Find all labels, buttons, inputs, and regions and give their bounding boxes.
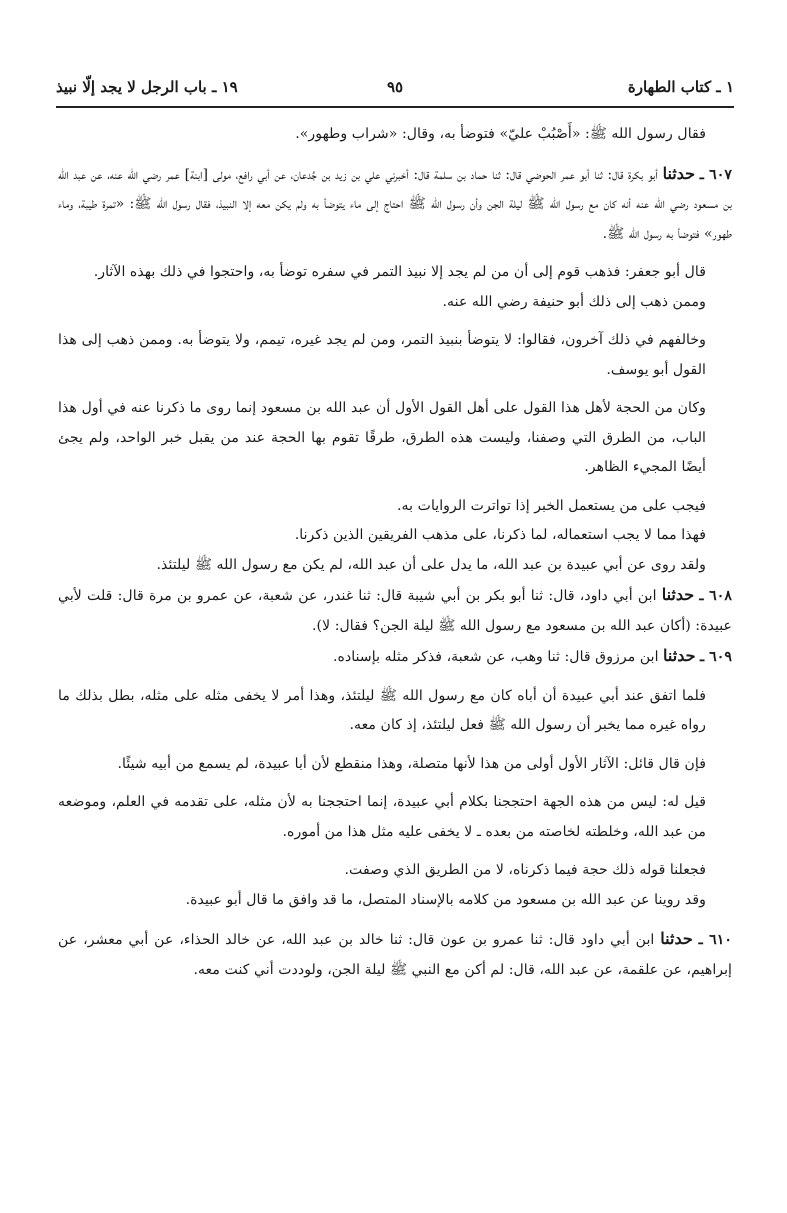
paragraph-text: وقد روينا عن عبد الله بن مسعود من كلامه بالإسناد المتصل، ما قد وافق ما قال أبو عبيدة. [185,891,706,908]
paragraph-number: ٦٠٩ ـ [700,649,732,665]
paragraph-text: وكان من الحجة لأهل هذا القول على أهل القول الأول أن عبد الله بن مسعود إنما روى ما ذكرنا عنه في أول هذا الباب، من الطرق التي وصفنا، وليست هذه الطرق، طرقًا تقوم بها الحجة عند من يقبل خبر الواحد، ولم يجئ أيضًا المجيء الظاهر. [58,400,706,475]
paragraph-text: فلما اتفق عند أبي عبيدة أن أباه كان مع رسول الله ﷺ ليلتئذ، وهذا أمر لا يخفى مثله على مثله، بطل بذلك ما رواه غيره مما يخبر أن رسول الله ﷺ فعل ليلتئذ، إذ كان معه. [58,687,706,733]
paragraph [58,788,732,847]
paragraph-text: قيل له: ليس من هذه الجهة احتججنا بكلام أبي عبيدة، إنما احتججنا به لأن مثله، على تقدمه في العلم، وموضعه من عبد الله، وخلطته لخاصته من بعده ـ لا يخفى عليه مثل هذا من أموره. [58,794,706,840]
paragraph-text: فيجب على من يستعمل الخبر إذا تواترت الروايات به. [397,497,706,514]
hadith-marker: حدثنا [661,585,695,604]
paragraph [58,886,732,916]
paragraph-text: ابن مرزوق قال: ثنا وهب، عن شعبة، فذكر مثله بإسناده. [333,649,659,665]
paragraph [58,551,732,581]
paragraph-text: ولقد روى عن أبي عبيدة بن عبد الله، ما يدل على أن عبد الله، لم يكن مع رسول الله ﷺ ليلتئذ. [156,556,706,573]
paragraph [58,326,732,385]
paragraph-text: ابن أبي داود، قال: ثنا أبو بكر بن أبي شيبة قال: ثنا غندر، عن شعبة، عن عمرو بن مرة قال: قلت لأبي عبيدة: (أكان عبد الله بن مسعود مع رسول الله ﷺ ليلة الجن؟ فقال: لا). [58,588,732,634]
paragraph [58,682,732,741]
chapter-title: ١٩ ـ باب الرجل لا يجد إلّا نبيذ [56,78,238,96]
running-header [56,78,734,102]
hadith-marker: حدثنا [663,646,696,665]
paragraph [58,856,732,886]
paragraph-text: وخالفهم في ذلك آخرون، فقالوا: لا يتوضأ بنبيذ التمر، ومن لم يجد غيره، تيمم، ولا يتوضأ به. وممن ذهب إلى هذا القول أبو يوسف. [58,332,706,378]
paragraph [58,580,732,641]
paragraph [58,750,732,780]
page-body [58,118,732,985]
paragraph-text: فقال رسول الله ﷺ: «أَصْبُبْ عليّ» فتوضأ به، وقال: «شراب وطهور». [295,126,706,142]
paragraph-number: ٦٠٧ ـ [699,166,732,183]
paragraph-text: ابن أبي داود قال: ثنا عمرو بن عون قال: ثنا خالد بن عبد الله، عن خالد الحذاء، عن أبي معشر، عن إبراهيم، عن علقمة، عن عبد الله، قال: لم أكن مع النبي ﷺ ليلة الجن، ولوددت أني كنت معه. [58,932,732,978]
header-divider [56,106,734,108]
paragraph-text: أبو بكرة قال: ثنا أبو عمر الحوضي قال: ثنا حماد بن سلمة قال: أخبرني علي بن زيد بن جُدعان، عن أبي رافع، مولى [ابنة] عمر رضي الله عنه، عن عبد الله بن مسعود رضي الله عنه أنه كان مع رسول الله ﷺ ليلة الجن وأن رسول الله ﷺ احتاج إلى ماء يتوضأ به ولم يكن معه إلا النبيذ، فقال رسول الله ﷺ: «تمرة طيبة، وماء طهور» فتوضأ به رسول الله ﷺ. [58,166,732,242]
hadith-marker: حدثنا [660,929,693,948]
paragraph-number: ٦١٠ ـ [698,932,733,948]
paragraph [58,641,732,673]
book-title: ١ ـ كتاب الطهارة [627,78,734,96]
paragraph-text: فهذا مما لا يجب استعماله، لما ذكرنا، على مذهب الفريقين الذين ذكرنا. [294,527,706,543]
paragraph [58,118,732,150]
paragraph [58,288,732,318]
paragraph [58,394,732,483]
paragraph-text: فجعلنا قوله ذلك حجة فيما ذكرناه، لا من الطريق الذي وصفت. [344,862,706,878]
paragraph-text: فإن قال قائل: الآثار الأول أولى من هذا لأنها متصلة، وهذا منقطع لأن أبا عبيدة، لم يسمع من أبيه شيئًا. [117,755,706,772]
hadith-marker: حدثنا [662,163,696,183]
page-number: ٩٥ [386,78,404,96]
paragraph [58,492,732,522]
paragraph [58,924,732,985]
paragraph-text: وممن ذهب إلى ذلك أبو حنيفة رضي الله عنه. [442,293,706,310]
paragraph-number: ٦٠٨ ـ [699,588,732,604]
paragraph [58,521,732,551]
paragraph-text: قال أبو جعفر: فذهب قوم إلى أن من لم يجد إلا نبيذ التمر في سفره توضأ به، واحتجوا في ذلك بهذه الآثار. [93,264,706,280]
paragraph [58,258,732,288]
paragraph [58,159,732,250]
